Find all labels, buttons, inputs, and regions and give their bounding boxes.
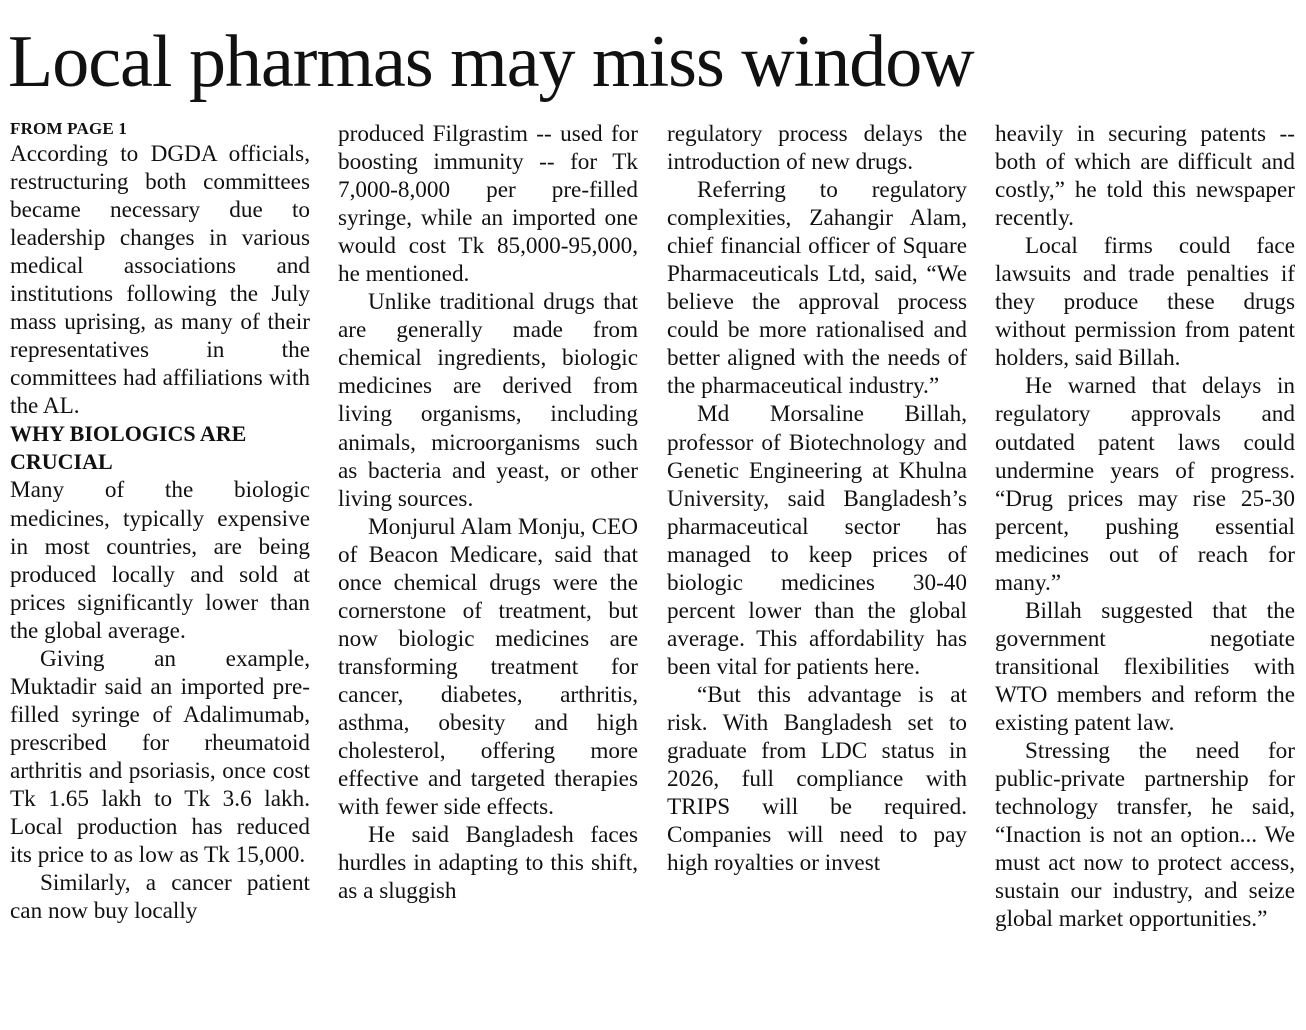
- paragraph: Similarly, a cancer patient can now buy locally: [10, 870, 310, 925]
- paragraph: Referring to regulatory complexities, Zahangir Alam, chief financial officer of Square Pharmaceuticals Ltd, said, “We believe the approval process could be more rationalised and better aligned with the needs of the pharmaceutical industry.”: [667, 177, 967, 400]
- paragraph: Unlike traditional drugs that are generally made from chemical ingredients, biologic medicines are derived from living organisms, including animals, microorganisms such as bacteria and yeast, or other living sources.: [338, 289, 638, 512]
- paragraph: Many of the biologic medicines, typically expensive in most countries, are being produced locally and sold at prices significantly lower than the global average.: [10, 477, 310, 644]
- paragraph: “But this advantage is at risk. With Bangladesh set to graduate from LDC status in 2026, full compliance with TRIPS will be required. Companies will need to pay high royalties or invest: [667, 681, 967, 877]
- paragraph: Md Morsaline Billah, professor of Biotechnology and Genetic Engineering at Khulna University, said Bangladesh’s pharmaceutical sector has managed to keep prices of biologic medicines 30-40 percent lower than the global average. This affordability has been vital for patients here.: [667, 401, 967, 680]
- from-page-kicker: FROM PAGE 1: [10, 119, 128, 138]
- paragraph: Local firms could face lawsuits and trade penalties if they produce these drugs without permission from patent holders, said Billah.: [995, 233, 1295, 372]
- paragraph: Giving an example, Muktadir said an imported pre-filled syringe of Adalimumab, prescribed for rheumatoid arthritis and psoriasis, once cost Tk 1.65 lakh to Tk 3.6 lakh. Local production has reduced its price to as low as Tk 15,000.: [10, 645, 310, 869]
- column-3-text: [667, 118, 967, 877]
- paragraph: regulatory process delays the introduction of new drugs.: [667, 121, 967, 176]
- paragraph: Stressing the need for public-private partnership for technology transfer, he said, “Inaction is not an option... We must act now to protect access, sustain our industry, and seize global market opportunities.”: [995, 738, 1295, 933]
- paragraph: Billah suggested that the government negotiate transitional flexibilities with WTO members and reform the existing patent law.: [995, 597, 1295, 736]
- paragraph: produced Filgrastim -- used for boosting immunity -- for Tk 7,000-8,000 per pre-filled syringe, while an imported one would cost Tk 85,000-95,000, he mentioned.: [338, 121, 638, 288]
- column-4-text: [995, 118, 1295, 933]
- paragraph: Monjurul Alam Monju, CEO of Beacon Medicare, said that once chemical drugs were the cornerstone of treatment, but now biologic medicines are transforming treatment for cancer, diabetes, arthritis, asthma, obesity and high cholesterol, offering more effective and targeted therapies with fewer side effects.: [338, 513, 638, 821]
- paragraph: According to DGDA officials, restructuring both committees became necessary due to leadership changes in various medical associations and institutions following the July mass uprising, as many of their representatives in the committees had affiliations with the AL.: [10, 141, 310, 420]
- column-1: [10, 118, 310, 1023]
- paragraph: He said Bangladesh faces hurdles in adapting to this shift, as a sluggish: [338, 822, 638, 905]
- column-4: [995, 118, 1295, 1023]
- column-3: [667, 118, 967, 1023]
- paragraph: He warned that delays in regulatory approvals and outdated patent laws could undermine years of progress. “Drug prices may rise 25-30 percent, pushing essential medicines out of reach for many.”: [995, 373, 1295, 596]
- paragraph: heavily in securing patents -- both of which are difficult and costly,” he told this newspaper recently.: [995, 121, 1295, 232]
- subheading: WHY BIOLOGICS ARE CRUCIAL: [10, 421, 247, 475]
- article-body: [10, 118, 1296, 1023]
- column-2-text: [338, 118, 638, 905]
- column-2: [338, 118, 638, 1023]
- headline: Local pharmas may miss window: [8, 21, 974, 103]
